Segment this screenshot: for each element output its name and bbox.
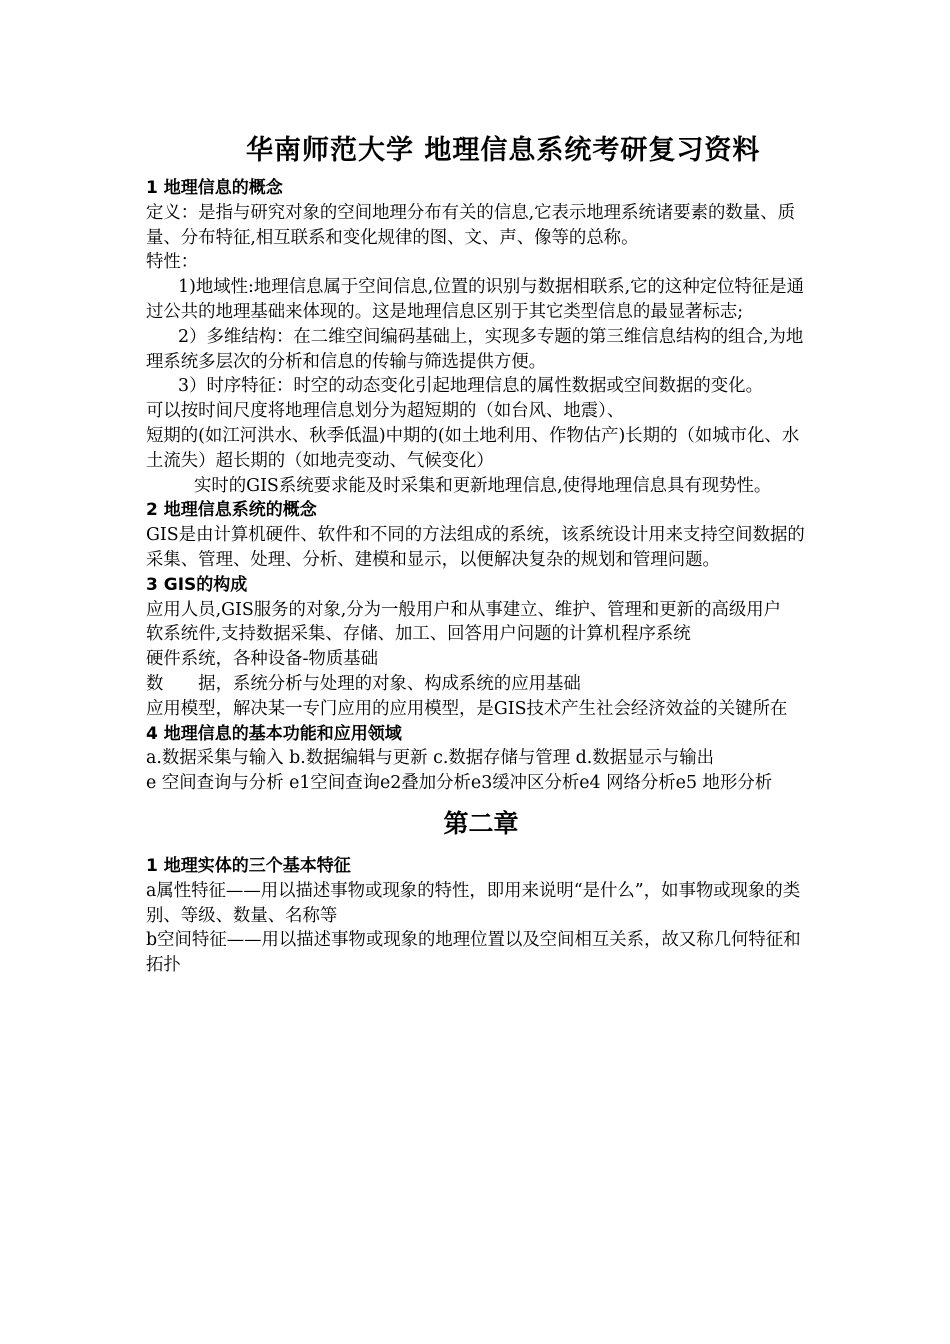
section-heading: 3 GIS的构成: [146, 574, 248, 595]
section-gis-concept: [146, 498, 816, 572]
chapter-title: 第二章: [443, 808, 519, 838]
paragraph: 硬件系统，各种设备-物质基础: [146, 649, 378, 670]
paragraph: 短期的(如江河洪水、秋季低温)中期的(如土地利用、作物估产)长期的（如城市化、水土流失）超长期的（如地壳变动、气候变化）: [146, 425, 800, 471]
section-heading: 2 地理信息系统的概念: [146, 500, 317, 521]
paragraph: a属性特征——用以描述事物或现象的特性，即用来说明“是什么”，如事物或现象的类别、等级、数量、名称等: [146, 880, 801, 926]
paragraph: b空间特征——用以描述事物或现象的地理位置以及空间相互关系，故又称几何特征和拓扑: [146, 930, 801, 976]
section-gis-composition: [146, 573, 816, 722]
paragraph: 2）多维结构：在二维空间编码基础上，实现多专题的第三维信息结构的组合,为地理系统多层次的分析和信息的传输与筛选提供方便。: [146, 326, 804, 372]
section-entity-features: [146, 854, 816, 978]
paragraph: 应用模型，解决某一专门应用的应用模型，是GIS技术产生社会经济效益的关键所在: [146, 698, 788, 719]
section-geo-info-concept: [146, 176, 816, 498]
paragraph: GIS是由计算机硬件、软件和不同的方法组成的系统，该系统设计用来支持空间数据的采集、管理、处理、分析、建模和显示，以便解决复杂的规划和管理问题。: [146, 525, 805, 570]
paragraph: a.数据采集与输入 b.数据编辑与更新 c.数据存储与管理 d.数据显示与输出: [146, 748, 715, 769]
section-gis-functions: [146, 722, 816, 796]
paragraph: 3）时序特征：时空的动态变化引起地理信息的属性数据或空间数据的变化。: [178, 376, 763, 397]
section-heading: 1 地理实体的三个基本特征: [146, 855, 351, 876]
document-page: [146, 132, 816, 978]
paragraph: 数 据，系统分析与处理的对象、构成系统的应用基础: [146, 673, 581, 694]
section-heading: 1 地理信息的概念: [146, 178, 283, 198]
document-title: 华南师范大学 地理信息系统考研复习资料: [246, 135, 761, 166]
section-heading: 4 地理信息的基本功能和应用领域: [146, 723, 402, 744]
paragraph: 特性：: [146, 252, 199, 273]
paragraph: e 空间查询与分析 e1空间查询e2叠加分析e3缓冲区分析e4 网络分析e5 地形分析: [146, 773, 773, 794]
paragraph: 1)地域性:地理信息属于空间信息,位置的识别与数据相联系,它的这种定位特征是通过公共的地理基础来体现的。这是地理信息区别于其它类型信息的最显著标志;: [146, 277, 805, 322]
paragraph: 定义：是指与研究对象的空间地理分布有关的信息,它表示地理系统诸要素的数量、质量、分布特征,相互联系和变化规律的图、文、声、像等的总称。: [146, 202, 795, 248]
paragraph: 实时的GIS系统要求能及时采集和更新地理信息,使得地理信息具有现势性。: [194, 475, 772, 496]
paragraph: 应用人员,GIS服务的对象,分为一般用户和从事建立、维护、管理和更新的高级用户: [146, 599, 782, 620]
paragraph: 可以按时间尺度将地理信息划分为超短期的（如台风、地震）、: [146, 401, 625, 422]
paragraph: 软系统件,支持数据采集、存储、加工、回答用户问题的计算机程序系统: [146, 624, 691, 645]
